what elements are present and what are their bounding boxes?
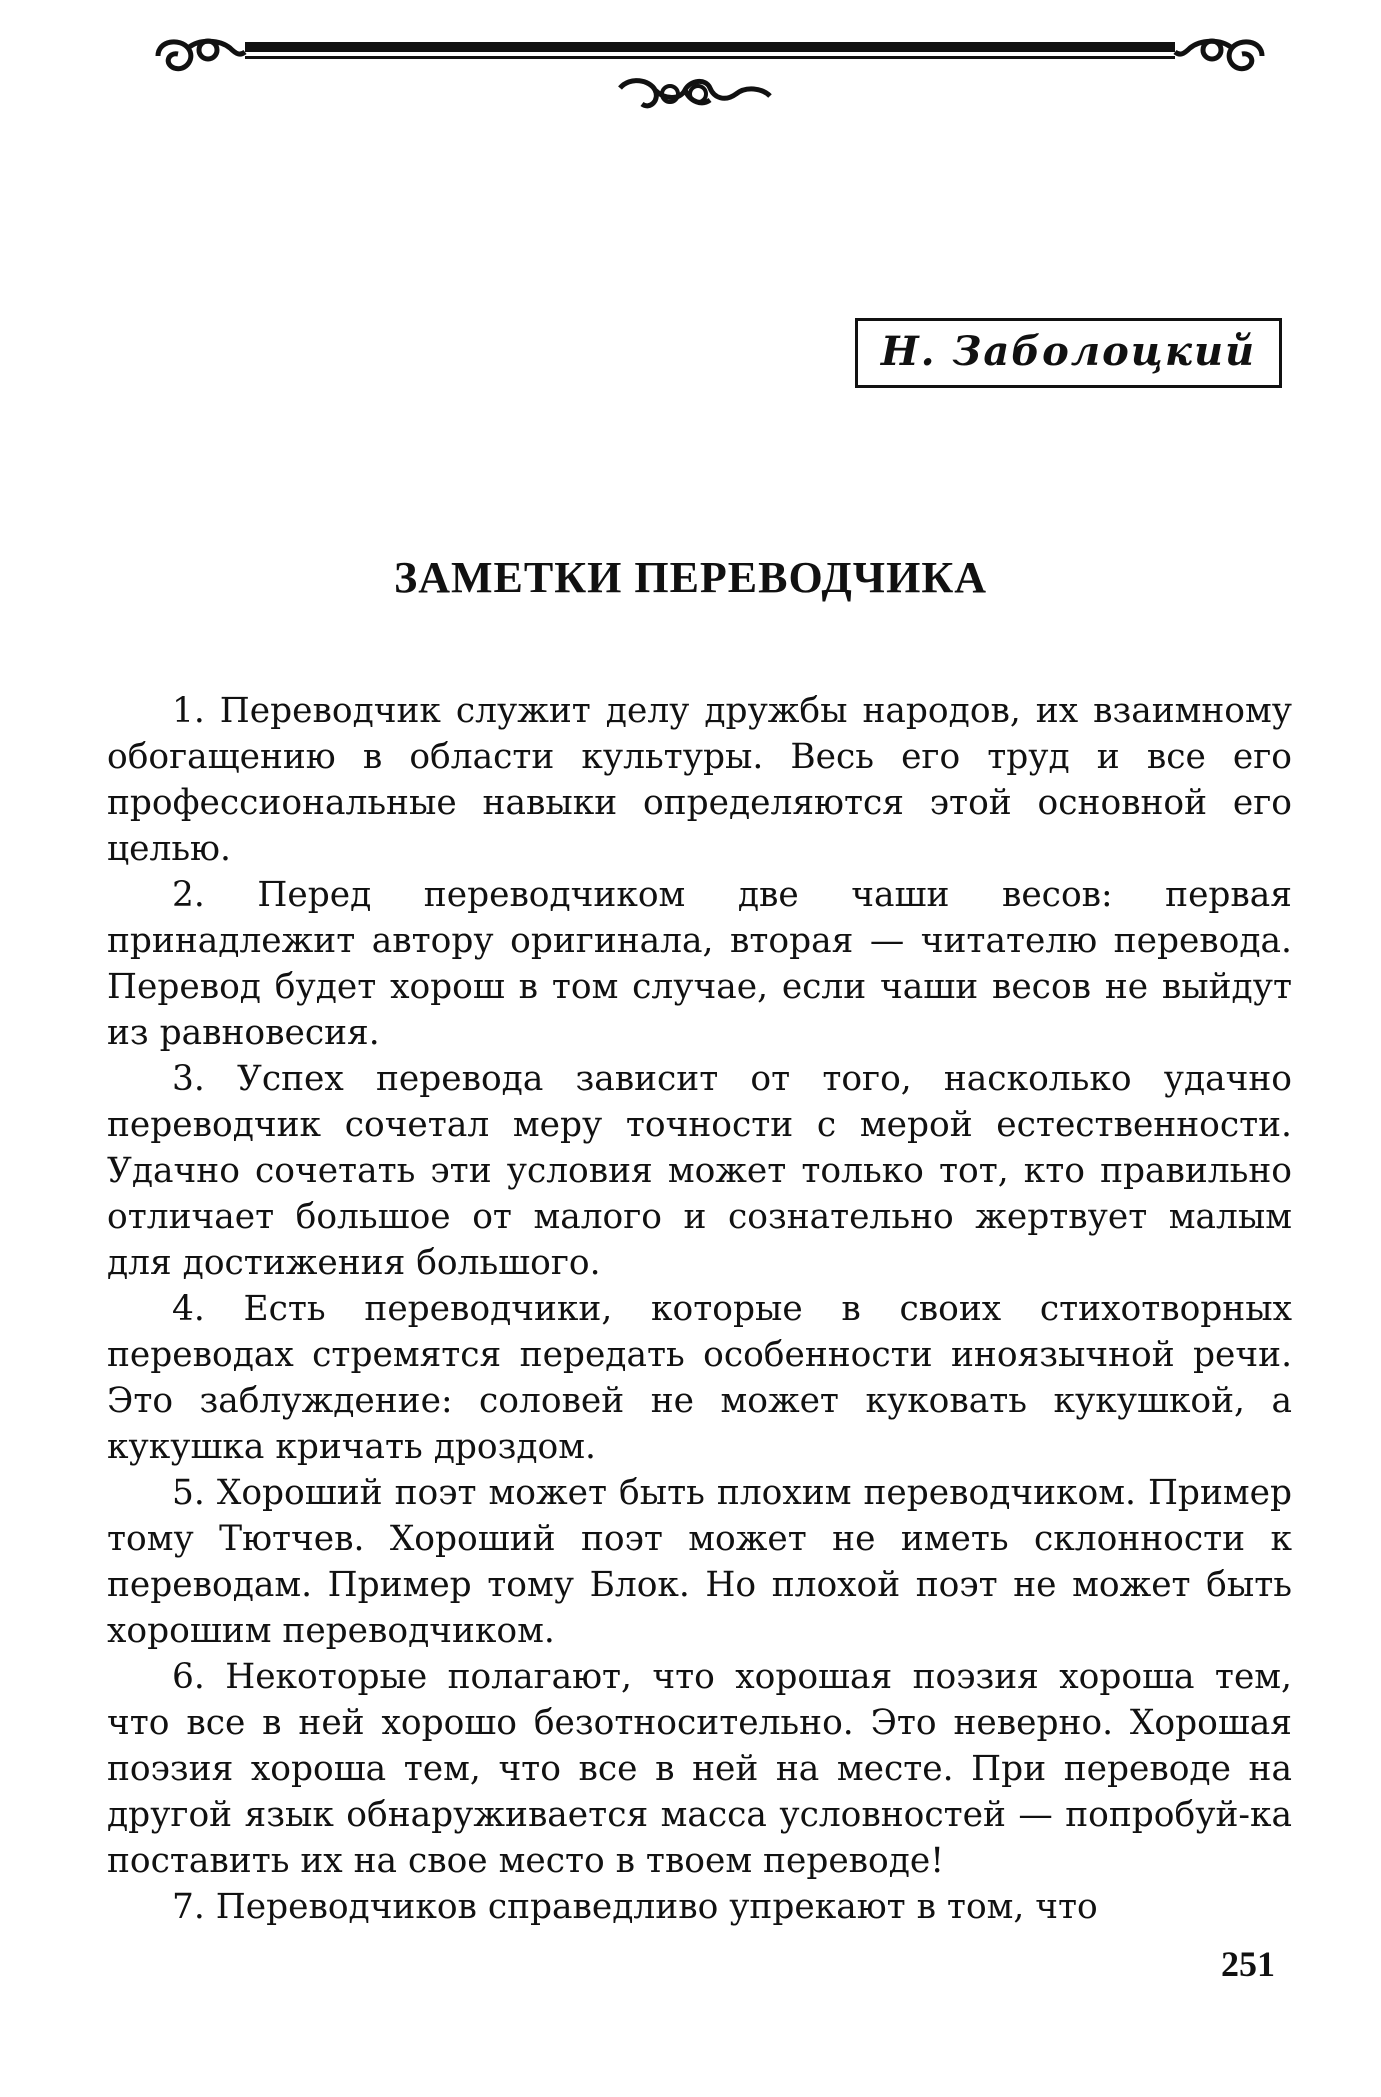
paragraph-6: 6. Некоторые полагают, что хорошая поэзия хороша тем, что все в ней хорошо безотносительно. Это неверно. Хорошая поэзия хороша тем, что все в ней на месте. При переводе на другой язык обнаруживается масса условностей — попробуй-ка поставить их на свое место в твоем переводе! bbox=[107, 1657, 1292, 1881]
paragraph-1: 1. Переводчик служит делу дружбы народов, их взаимному обогащению в области культуры. Весь его труд и все его профессиональные навыки определяются этой основной его целью. bbox=[107, 691, 1292, 869]
paragraph-4: 4. Есть переводчики, которые в своих стихотворных переводах стремятся передать особенности иноязычной речи. Это заблуждение: соловей не может куковать кукушкой, а кукушка кричать дроздом. bbox=[107, 1289, 1292, 1467]
author-box-bottom-rule bbox=[855, 385, 1282, 388]
author-name: Н. Заболоцкий bbox=[880, 328, 1257, 375]
author-box-top-rule bbox=[855, 318, 1282, 321]
body-text bbox=[107, 688, 1292, 1930]
page-number: 251 bbox=[1221, 1944, 1275, 1984]
header-ornament-icon bbox=[150, 30, 1270, 120]
paragraph-5: 5. Хороший поэт может быть плохим переводчиком. Пример тому Тютчев. Хороший поэт может не иметь склонности к переводам. Пример тому Блок. Но плохой поэт не может быть хорошим переводчиком. bbox=[107, 1473, 1292, 1651]
paragraph-7: 7. Переводчиков справедливо упрекают в том, что bbox=[172, 1887, 1098, 1927]
paragraph-2: 2. Перед переводчиком две чаши весов: первая принадлежит автору оригинала, вторая — читателю перевода. Перевод будет хорош в том случае, если чаши весов не выйдут из равновесия. bbox=[107, 875, 1292, 1053]
paragraph-3: 3. Успех перевода зависит от того, насколько удачно переводчик сочетал меру точности с мерой естественности. Удачно сочетать эти условия может только тот, кто правильно отличает большое от малого и сознательно жертвует малым для достижения большого. bbox=[107, 1059, 1292, 1283]
page-title: ЗАМЕТКИ ПЕРЕВОДЧИКА bbox=[394, 553, 987, 602]
author-box bbox=[855, 312, 1282, 388]
